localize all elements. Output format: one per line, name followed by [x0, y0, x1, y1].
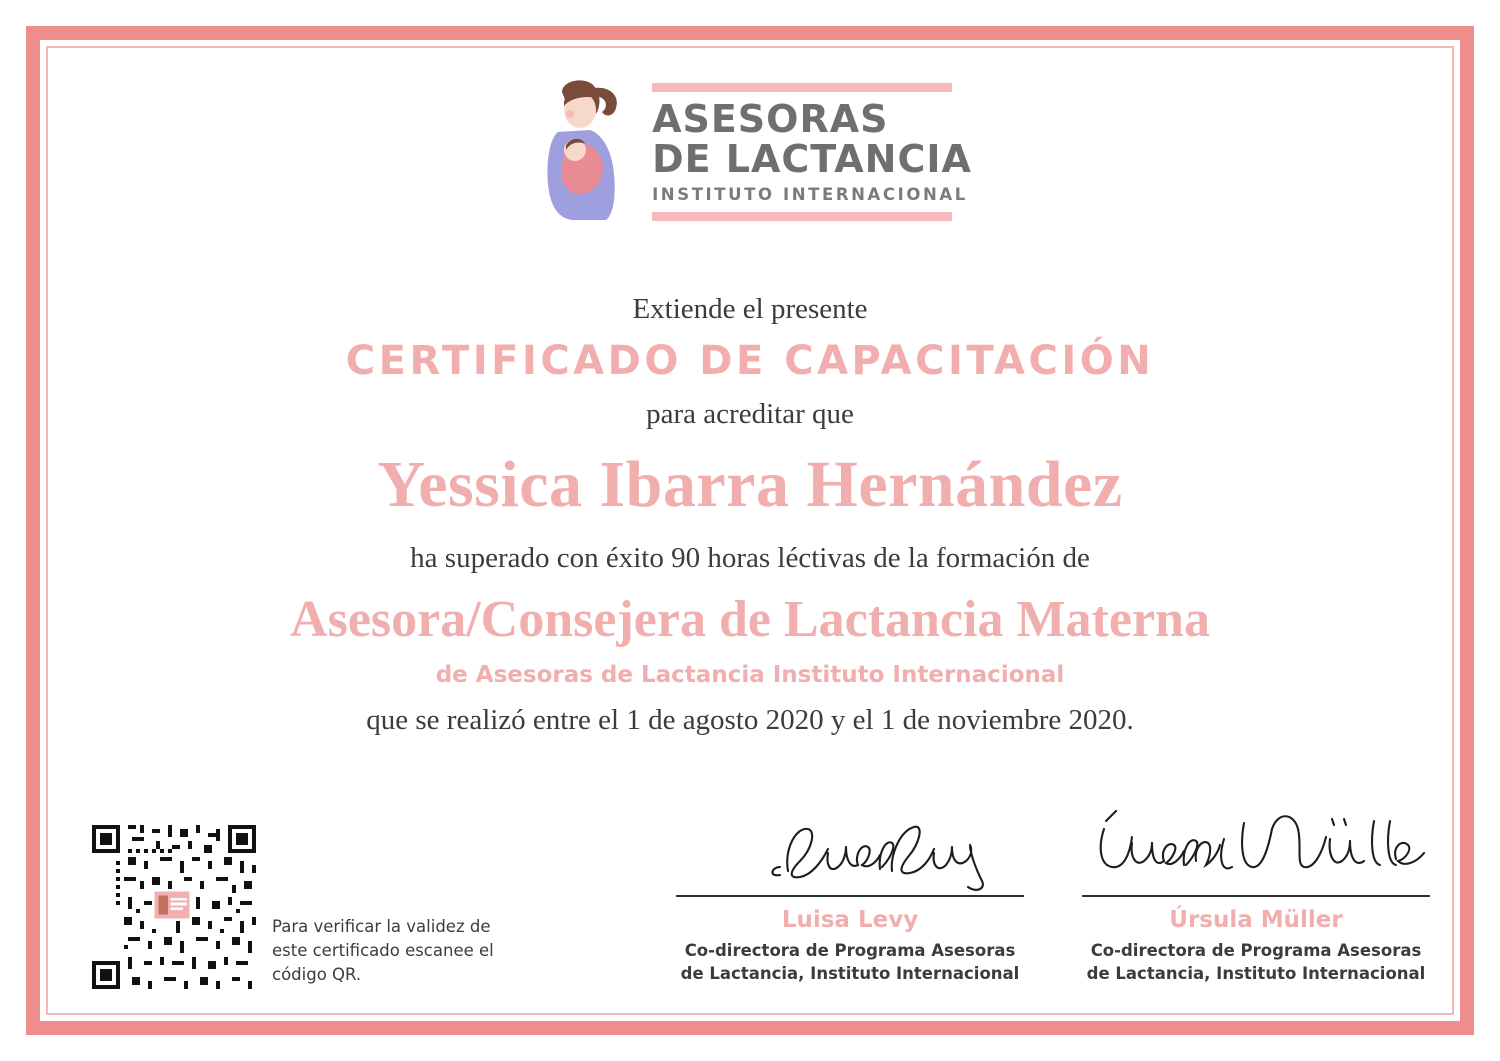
signature-section [676, 809, 1430, 985]
certificate-content [60, 58, 1440, 1003]
logo-line-3: INSTITUTO INTERNACIONAL [652, 185, 968, 205]
course-dates: que se realizó entre el 1 de agosto 2020 y el 1 de noviembre 2020. [366, 703, 1134, 736]
institution-name: de Asesoras de Lactancia Instituto Internacional [435, 661, 1065, 688]
logo-bar-top [652, 83, 952, 92]
qr-code-icon[interactable] [88, 821, 260, 993]
qr-verification-block [88, 821, 507, 993]
course-name: Asesora/Consejera de Lactancia Materna [290, 590, 1210, 648]
signatory-role: Co-directora de Programa Asesoras de Lactancia, Instituto Internacional [680, 941, 1020, 983]
logo-line-1: ASESORAS [652, 96, 889, 141]
organization-logo [60, 74, 1440, 224]
signature-block-luisa-levy [676, 809, 1024, 985]
signatory-name: Luisa Levy [781, 907, 919, 934]
logo-text-block [652, 77, 972, 222]
signatory-role: Co-directora de Programa Asesoras de Lactancia, Instituto Internacional [1086, 941, 1426, 983]
logo-line-2: DE LACTANCIA [652, 136, 972, 181]
achievement-text: ha superado con éxito 90 horas léctivas de la formación de [410, 541, 1090, 574]
signature-script-ursula-muller [1082, 809, 1430, 895]
certificate-body [60, 293, 1440, 737]
signature-block-ursula-muller [1082, 809, 1430, 985]
certificate-title: CERTIFICADO DE CAPACITACIÓN [345, 338, 1155, 384]
signature-script-luisa-levy [676, 809, 1024, 895]
recipient-name: Yessica Ibarra Hernández [377, 448, 1123, 521]
subtitle-text: para acreditar que [646, 398, 854, 430]
signature-rule [676, 895, 1024, 897]
signatory-name: Úrsula Müller [1169, 907, 1343, 934]
logo-bar-bottom [652, 212, 952, 221]
signature-rule [1082, 895, 1430, 897]
mother-breastfeeding-icon [528, 74, 636, 224]
logo-wrapper [528, 74, 972, 224]
qr-instruction-text: Para verificar la validez de este certificado escanee el código QR. [272, 917, 494, 985]
intro-text: Extiende el presente [632, 293, 868, 325]
